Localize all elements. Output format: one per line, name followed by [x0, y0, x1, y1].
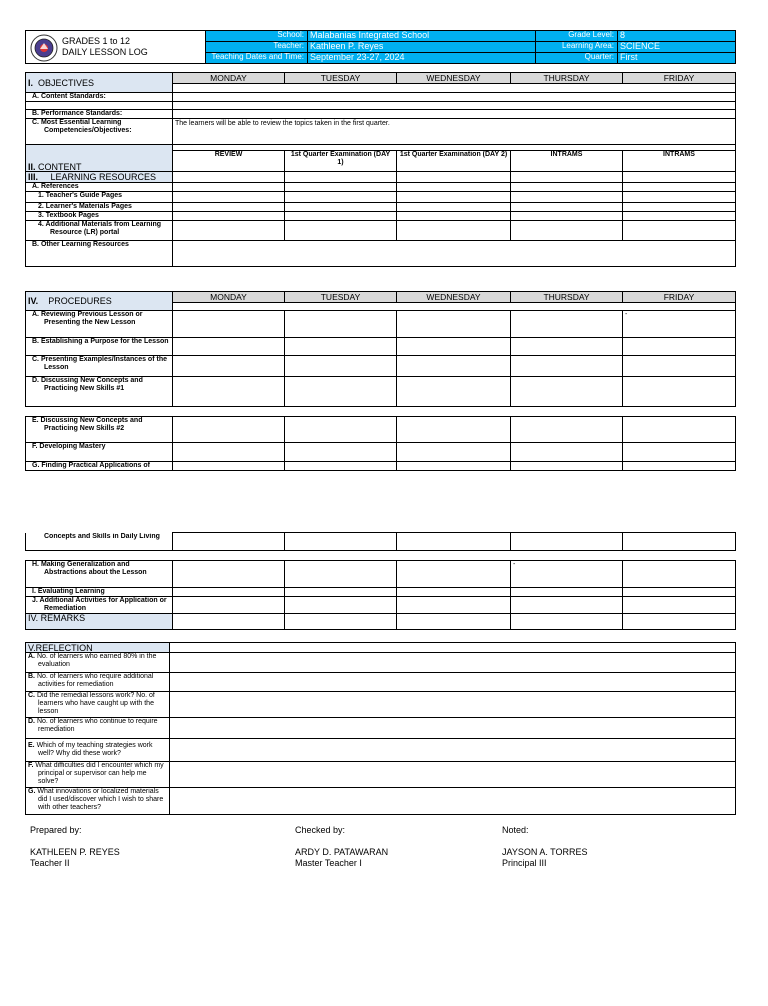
references-label: A. References — [26, 183, 173, 192]
discussing-skills2-label — [26, 417, 173, 443]
item-line1: No. of learners who require additional — [36, 673, 154, 680]
item-line3: lesson — [38, 708, 59, 715]
competencies-line2: Competencies/Objectives: — [44, 127, 132, 134]
content-tuesday: 1st Quarter Examination (DAY 1) — [285, 151, 397, 172]
school-value: Malabanias Integrated School — [308, 31, 536, 42]
additional-materials-line2: Resource (LR) portal — [50, 229, 120, 236]
checked-label: Checked by: — [295, 825, 346, 835]
blank-row — [173, 84, 736, 93]
blank-row — [173, 102, 736, 110]
item-line1: Did the remedial lessons work? No. of — [36, 692, 155, 699]
content-friday: INTRAMS — [623, 151, 736, 172]
additional-activities-line2: Remediation — [44, 605, 87, 612]
item-line2: well? Why did these work? — [38, 750, 121, 757]
item-key: E. — [28, 742, 35, 749]
establishing-purpose-label: B. Establishing a Purpose for the Lesson — [26, 338, 173, 356]
roman-numeral: II. — [28, 162, 36, 172]
section-title: LEARNING RESOURCES — [50, 172, 157, 182]
generalization-label — [26, 561, 173, 588]
prepared-title: Teacher II — [30, 858, 70, 868]
reflection-item-b — [26, 673, 170, 692]
section-title: PROCEDURES — [48, 296, 112, 306]
teacher-value: Kathleen P. Reyes — [308, 42, 536, 53]
checked-by-block — [295, 825, 388, 869]
content-section-header — [26, 145, 173, 172]
presenting-line2: Lesson — [44, 364, 69, 371]
day-header: FRIDAY — [623, 292, 736, 303]
generalization-line2: Abstractions about the Lesson — [44, 569, 147, 576]
objectives-section-header — [26, 73, 173, 93]
reviewing-line1: A. Reviewing Previous Lesson or — [32, 311, 143, 318]
item-line1: No. of learners who earned 80% in the — [36, 653, 157, 660]
noted-label: Noted: — [502, 825, 529, 835]
day-header: THURSDAY — [511, 292, 623, 303]
discussing-skills1-label — [26, 377, 173, 407]
reflection-item-g — [26, 788, 170, 815]
day-header: WEDNESDAY — [397, 73, 511, 84]
item-line2: principal or supervisor can help me — [38, 770, 147, 777]
procedures-table-page2 — [25, 532, 736, 551]
other-resources-value — [173, 241, 736, 267]
content-wednesday: 1st Quarter Examination (DAY 2) — [397, 151, 511, 172]
item-line1: What difficulties did I encounter which my — [35, 762, 164, 769]
additional-materials-line1: 4. Additional Materials from Learning — [38, 221, 162, 228]
procedures-table — [25, 291, 736, 407]
area-label: Learning Area: — [536, 42, 618, 53]
resources-section-header — [26, 172, 173, 183]
blank-row — [26, 102, 173, 110]
additional-activities-line1: J. Additional Activities for Application or — [32, 597, 167, 604]
dates-value: September 23-27, 2024 — [308, 53, 536, 64]
item-line1: No. of learners who continue to require — [36, 718, 158, 725]
presenting-examples-label — [26, 356, 173, 377]
day-header: MONDAY — [173, 292, 285, 303]
reflection-item-e — [26, 739, 170, 762]
grade-value: 8 — [618, 31, 736, 42]
item-line2: evaluation — [38, 661, 70, 668]
performance-standards-value — [173, 110, 736, 119]
deped-seal-icon — [30, 34, 58, 62]
dates-label: Teaching Dates and Time: — [206, 53, 308, 64]
title-cell — [26, 31, 206, 64]
content-standards-value — [173, 93, 736, 102]
blank-row — [173, 303, 736, 311]
content-monday: REVIEW — [173, 151, 285, 172]
item-key: B. — [28, 673, 35, 680]
reviewing-lesson-label — [26, 311, 173, 338]
area-value: SCIENCE — [618, 42, 736, 53]
grade-label: Grade Level: — [536, 31, 618, 42]
other-resources-label: B. Other Learning Resources — [26, 241, 173, 267]
practical-applications-label-cont: Concepts and Skills in Daily Living — [26, 533, 173, 551]
discussing1-line1: D. Discussing New Concepts and — [32, 377, 143, 384]
generalization-line1: H. Making Generalization and — [32, 561, 130, 568]
checked-name: ARDY D. PATAWARAN — [295, 847, 389, 857]
learners-materials-label: 2. Learner's Materials Pages — [26, 203, 173, 212]
day-header: MONDAY — [173, 73, 285, 84]
noted-title: Principal III — [502, 858, 547, 868]
reflection-item-a — [26, 653, 170, 673]
discussing1-line2: Practicing New Skills #1 — [44, 385, 125, 392]
section-title: OBJECTIVES — [38, 77, 95, 88]
evaluating-learning-label: I. Evaluating Learning — [26, 588, 173, 597]
practical-applications-label: G. Finding Practical Applications of — [26, 462, 173, 471]
discussing2-line2: Practicing New Skills #2 — [44, 425, 125, 432]
day-header: TUESDAY — [285, 292, 397, 303]
remarks-section-header: IV. REMARKS — [26, 614, 173, 630]
reviewing-line2: Presenting the New Lesson — [44, 319, 136, 326]
procedures-table-page2b — [25, 560, 736, 630]
reflection-section-header: V.REFLECTION — [26, 643, 170, 653]
item-line3: with other teachers? — [38, 804, 102, 811]
noted-name: JAYSON A. TORRES — [502, 847, 588, 857]
school-label: School: — [206, 31, 308, 42]
teachers-guide-label: 1. Teacher's Guide Pages — [26, 192, 173, 203]
reflection-item-c — [26, 692, 170, 718]
competencies-line1: C. Most Essential Learning — [32, 119, 122, 126]
day-header: TUESDAY — [285, 73, 397, 84]
competencies-label — [26, 119, 173, 145]
item-key: A. — [28, 653, 35, 660]
thursday-dash: - — [511, 561, 623, 588]
roman-numeral: III. — [28, 172, 39, 182]
presenting-line1: C. Presenting Examples/Instances of the — [32, 356, 167, 363]
objectives-table — [25, 72, 736, 267]
prepared-by-block — [30, 825, 120, 869]
procedures-table-cont — [25, 416, 736, 471]
item-key: G. — [28, 788, 36, 795]
blank-row — [170, 643, 736, 653]
developing-mastery-label: F. Developing Mastery — [26, 443, 173, 462]
quarter-label: Quarter: — [536, 53, 618, 64]
item-key: F. — [28, 762, 34, 769]
friday-dash: - — [623, 311, 736, 338]
prepared-name: KATHLEEN P. REYES — [30, 847, 120, 857]
item-line1: Which of my teaching strategies work — [36, 742, 153, 749]
performance-standards-label: B. Performance Standards: — [26, 110, 173, 119]
roman-numeral: I. — [28, 77, 34, 88]
item-key: C. — [28, 692, 35, 699]
reflection-item-d — [26, 718, 170, 739]
noted-block — [502, 825, 588, 869]
teacher-label: Teacher: — [206, 42, 308, 53]
day-header: WEDNESDAY — [397, 292, 511, 303]
prepared-label: Prepared by: — [30, 825, 82, 835]
item-line1: What innovations or localized materials — [37, 788, 159, 795]
reflection-table — [25, 642, 736, 815]
item-line2: activities for remediation — [38, 681, 114, 688]
textbook-pages-label: 3. Textbook Pages — [26, 212, 173, 221]
item-line2: learners who have caught up with the — [38, 700, 154, 707]
additional-materials-label — [26, 221, 173, 241]
content-standards-label: A. Content Standards: — [26, 93, 173, 102]
item-key: D. — [28, 718, 35, 725]
discussing2-line1: E. Discussing New Concepts and — [32, 417, 143, 424]
content-thursday: INTRAMS — [511, 151, 623, 172]
day-header: THURSDAY — [511, 73, 623, 84]
item-line2: did I used/discover which I wish to share — [38, 796, 164, 803]
procedures-section-header — [26, 292, 173, 311]
item-line3: solve? — [38, 778, 59, 785]
day-header: FRIDAY — [623, 73, 736, 84]
header-title-line2: DAILY LESSON LOG — [62, 47, 148, 57]
quarter-value: First — [618, 53, 736, 64]
checked-title: Master Teacher I — [295, 858, 362, 868]
section-title: CONTENT — [38, 162, 82, 172]
header-title-line1: GRADES 1 to 12 — [62, 36, 131, 46]
reflection-item-f — [26, 762, 170, 788]
competencies-value: The learners will be able to review the topics taken in the first quarter. — [173, 119, 736, 145]
roman-numeral: IV. — [28, 296, 39, 306]
item-line2: remediation — [38, 726, 75, 733]
header-table — [25, 30, 736, 64]
additional-activities-label — [26, 597, 173, 614]
